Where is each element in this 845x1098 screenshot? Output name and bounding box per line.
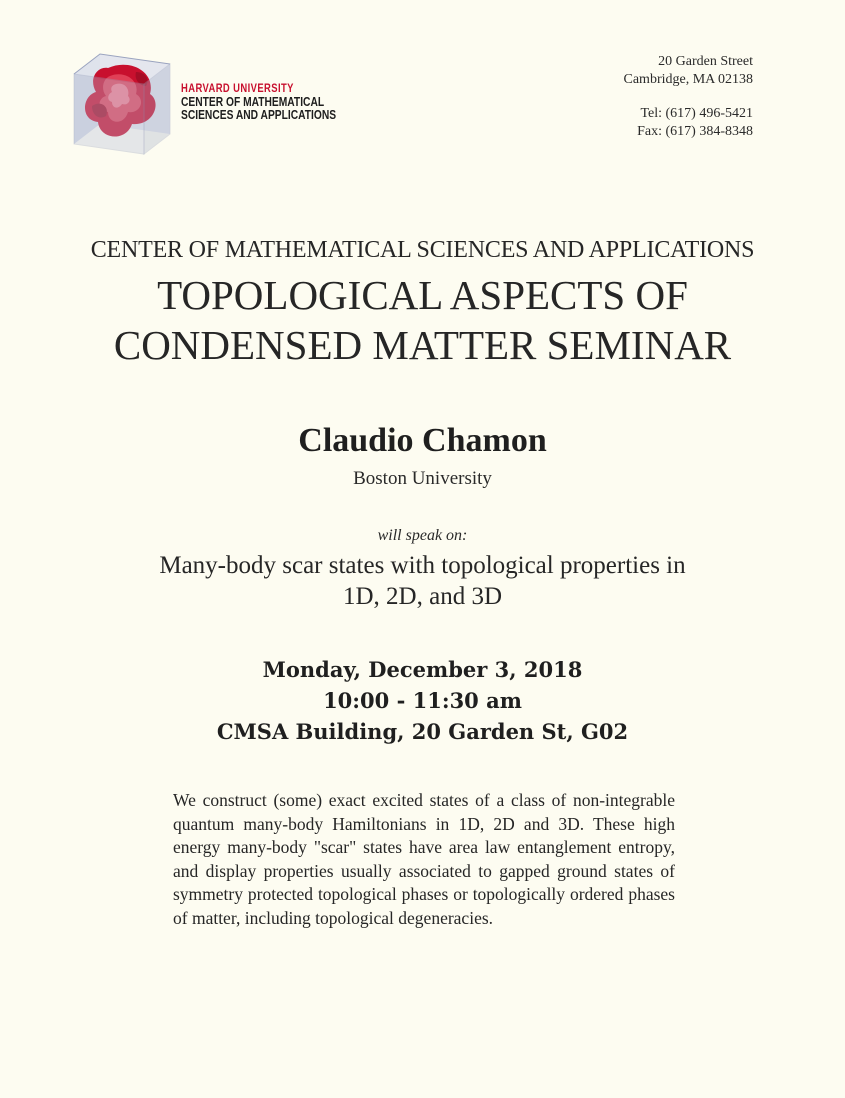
abstract-text: We construct (some) exact excited states of a class of non-integrable quantum many-body Hamiltonians in 1D, 2D and 3D. These high energy many-body "scar" states have area law entanglement entropy, and display properties usually associated to gapped ground states of symmetry protected topological phases or topologically ordered phases of matter, including topological degeneracies. bbox=[173, 790, 675, 928]
logo-center-line: CENTER OF MATHEMATICAL bbox=[181, 95, 325, 109]
logo-sciences-line: SCIENCES AND APPLICATIONS bbox=[181, 108, 337, 122]
address-street: 20 Garden Street bbox=[658, 54, 753, 69]
seminar-title-line1: TOPOLOGICAL ASPECTS OF bbox=[157, 272, 688, 318]
talk-title-line1: Many-body scar states with topological properties in bbox=[159, 552, 686, 579]
logo-wordmark bbox=[181, 83, 336, 122]
talk-title bbox=[0, 550, 845, 612]
event-location: CMSA Building, 20 Garden St, G02 bbox=[216, 719, 629, 744]
seminar-title-line2: CONDENSED MATTER SEMINAR bbox=[113, 322, 732, 368]
will-speak-label: will speak on: bbox=[377, 527, 468, 544]
contact-address bbox=[624, 53, 754, 141]
event-date: Monday, December 3, 2018 bbox=[262, 657, 583, 682]
speaker-affiliation: Boston University bbox=[353, 468, 492, 489]
speaker-name: Claudio Chamon bbox=[298, 422, 547, 459]
talk-title-line2: 1D, 2D, and 3D bbox=[342, 583, 502, 610]
seminar-title bbox=[0, 270, 845, 370]
cmsa-logo bbox=[70, 50, 337, 156]
center-name-heading: CENTER OF MATHEMATICAL SCIENCES AND APPLICATIONS bbox=[90, 237, 755, 263]
logo-university: HARVARD UNIVERSITY bbox=[181, 83, 294, 95]
event-details bbox=[0, 654, 845, 747]
address-city: Cambridge, MA 02138 bbox=[623, 72, 753, 87]
event-time: 10:00 - 11:30 am bbox=[323, 688, 522, 713]
cube-logo-icon bbox=[70, 50, 174, 156]
address-fax: Fax: (617) 384-8348 bbox=[637, 124, 753, 139]
address-tel: Tel: (617) 496-5421 bbox=[640, 106, 753, 121]
